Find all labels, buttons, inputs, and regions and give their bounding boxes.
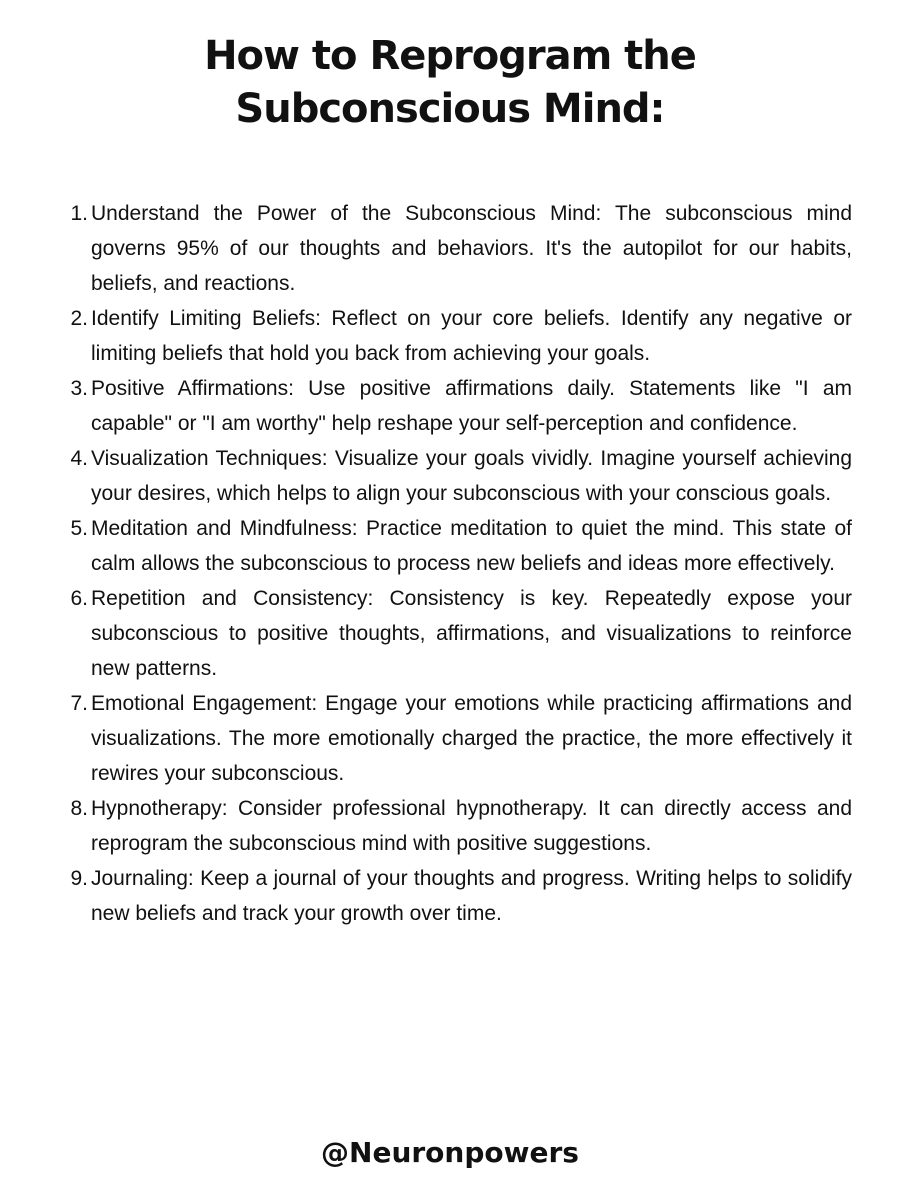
item-number: 9.: [70, 867, 88, 890]
item-text: Identify Limiting Beliefs: Reflect on your core beliefs. Identify any negative or limiting beliefs that hold you back from achieving your goals.: [91, 307, 852, 365]
item-text: Emotional Engagement: Engage your emotions while practicing affirmations and visualizations. The more emotionally charged the practice, the more effectively it rewires your subconscious.: [91, 692, 852, 785]
list-item: [60, 301, 852, 371]
item-text: Understand the Power of the Subconscious Mind: The subconscious mind governs 95% of our thoughts and behaviors. It's the autopilot for our habits, beliefs, and reactions.: [91, 202, 852, 295]
list-item: [60, 581, 852, 686]
item-text: Meditation and Mindfulness: Practice meditation to quiet the mind. This state of calm allows the subconscious to process new beliefs and ideas more effectively.: [91, 517, 852, 575]
title-line-1: How to Reprogram the: [204, 33, 696, 79]
steps-list: [60, 196, 852, 931]
item-number: 1.: [70, 202, 88, 225]
item-text: Repetition and Consistency: Consistency is key. Repeatedly expose your subconscious to positive thoughts, affirmations, and visualizations to reinforce new patterns.: [91, 587, 852, 680]
item-text: Positive Affirmations: Use positive affirmations daily. Statements like "I am capable" or "I am worthy" help reshape your self-perception and confidence.: [91, 377, 852, 435]
item-text: Visualization Techniques: Visualize your goals vividly. Imagine yourself achieving your desires, which helps to align your subconscious with your conscious goals.: [91, 447, 852, 505]
page-title: [0, 30, 900, 136]
item-number: 4.: [70, 447, 88, 470]
list-item: [60, 371, 852, 441]
item-number: 6.: [70, 587, 88, 610]
item-number: 3.: [70, 377, 88, 400]
list-item: [60, 686, 852, 791]
list-item: [60, 861, 852, 931]
item-number: 7.: [70, 692, 88, 715]
title-line-2: Subconscious Mind:: [235, 86, 665, 132]
item-number: 5.: [70, 517, 88, 540]
list-item: [60, 511, 852, 581]
list-item: [60, 791, 852, 861]
item-text: Hypnotherapy: Consider professional hypnotherapy. It can directly access and reprogram the subconscious mind with positive suggestions.: [91, 797, 852, 855]
item-number: 8.: [70, 797, 88, 820]
item-number: 2.: [70, 307, 88, 330]
list-item: [60, 441, 852, 511]
list-item: [60, 196, 852, 301]
item-text: Journaling: Keep a journal of your thoughts and progress. Writing helps to solidify new beliefs and track your growth over time.: [91, 867, 852, 925]
author-handle: @Neuronpowers: [321, 1136, 579, 1169]
